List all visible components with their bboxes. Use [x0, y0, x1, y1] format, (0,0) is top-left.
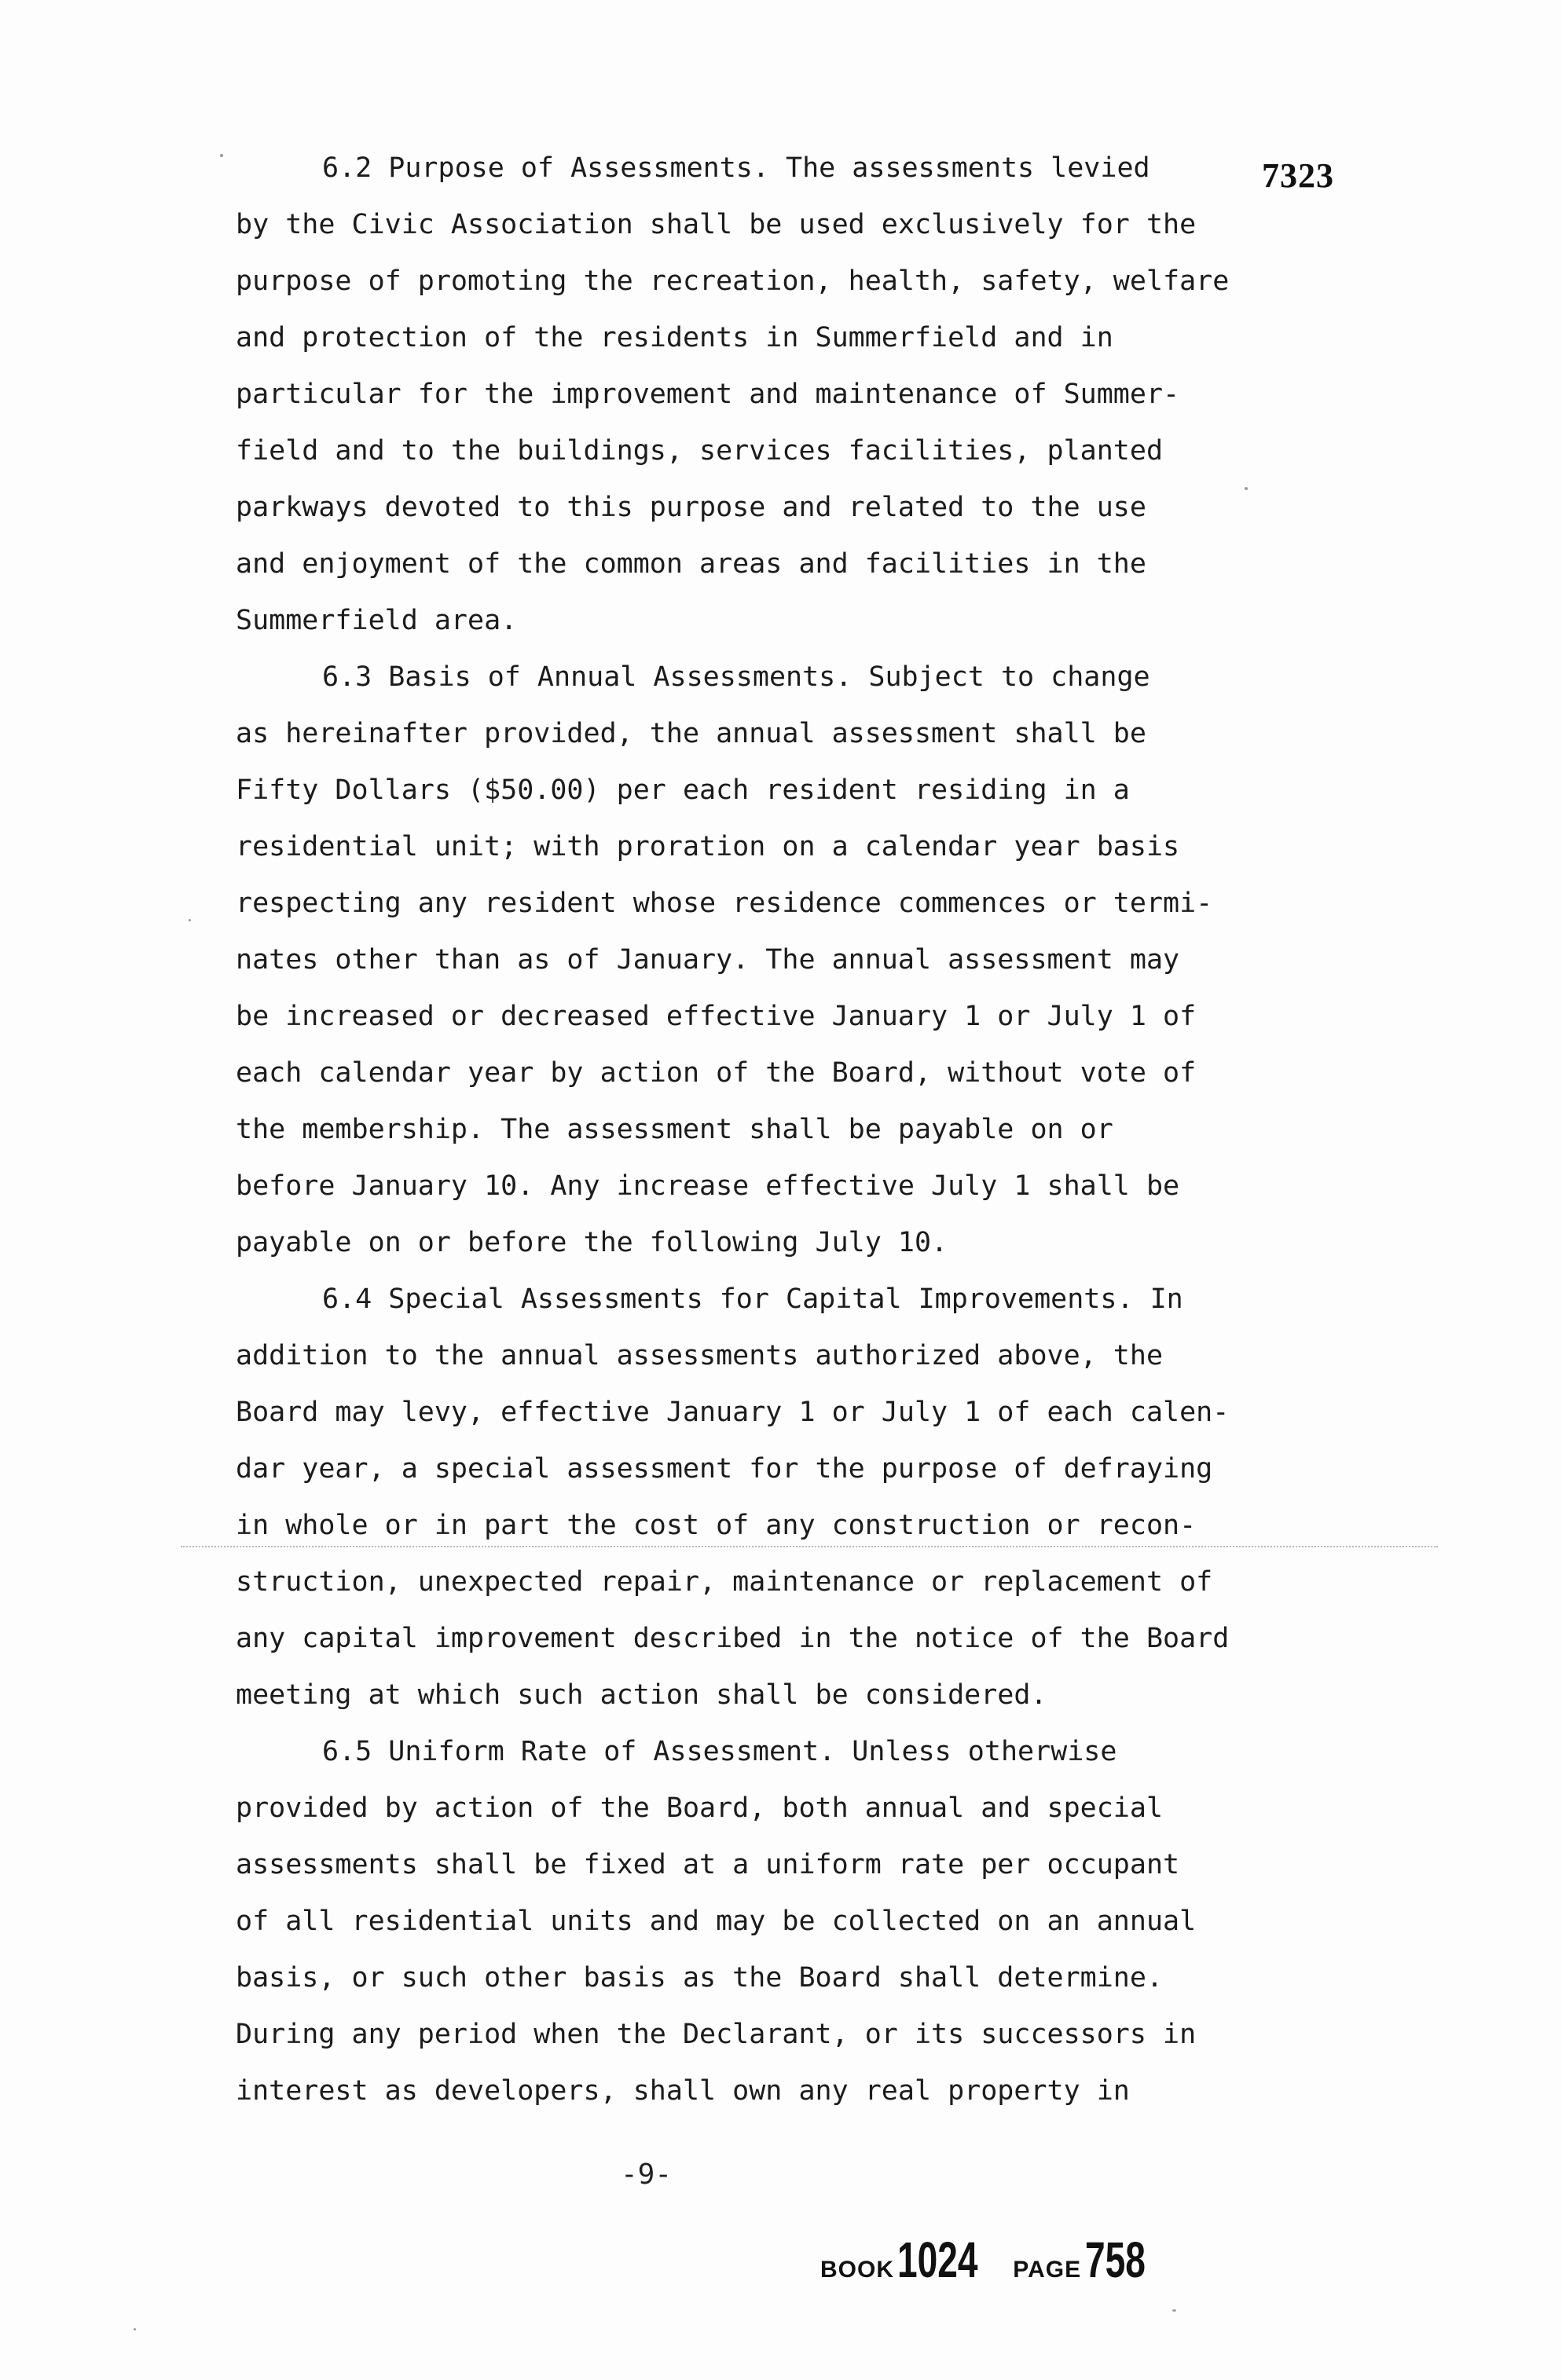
text-line: 6.5 Uniform Rate of Assessment. Unless otherwise — [322, 1736, 1117, 1767]
text-line: Summerfield area. — [236, 605, 518, 636]
text-line: Fifty Dollars ($50.00) per each resident residing in a — [236, 774, 1130, 806]
text-line: be increased or decreased effective January 1 or July 1 of — [236, 1001, 1197, 1032]
text-line: struction, unexpected repair, maintenance or replacement of — [236, 1566, 1213, 1598]
book-number: 1024 — [897, 2232, 978, 2288]
scan-artifact-rule — [181, 1546, 1438, 1547]
text-line: and protection of the residents in Summerfield and in — [236, 322, 1113, 353]
document-number: 7323 — [1262, 156, 1334, 195]
text-line: and enjoyment of the common areas and facilities in the — [236, 548, 1146, 580]
text-line: field and to the buildings, services facilities, planted — [236, 435, 1164, 467]
text-line: respecting any resident whose residence commences or termi- — [236, 888, 1213, 919]
text-line: of all residential units and may be collected on an annual — [236, 1906, 1197, 1937]
scan-speck — [1245, 487, 1248, 490]
text-line: meeting at which such action shall be considered. — [236, 1679, 1047, 1711]
book-page-number: 758 — [1084, 2232, 1146, 2288]
text-line: before January 10. Any increase effective July 1 shall be — [236, 1170, 1180, 1202]
text-line: as hereinafter provided, the annual assessment shall be — [236, 718, 1146, 749]
scan-speck — [220, 154, 223, 157]
text-line: assessments shall be fixed at a uniform rate per occupant — [236, 1849, 1180, 1880]
text-line: provided by action of the Board, both annual and special — [236, 1792, 1164, 1824]
text-line: nates other than as of January. The annual assessment may — [236, 944, 1180, 976]
text-line: During any period when the Declarant, or its successors in — [236, 2019, 1197, 2050]
text-line: 6.2 Purpose of Assessments. The assessments levied — [322, 152, 1150, 184]
text-line: 6.4 Special Assessments for Capital Improvements. In — [322, 1283, 1183, 1315]
document-body — [236, 140, 1249, 2119]
text-line: particular for the improvement and maintenance of Summer- — [236, 379, 1180, 410]
scan-speck — [189, 919, 191, 921]
text-line: parkways devoted to this purpose and related to the use — [236, 492, 1146, 523]
text-line: in whole or in part the cost of any construction or recon- — [236, 1510, 1197, 1541]
scan-speck — [134, 2328, 136, 2331]
text-line: payable on or before the following July 10. — [236, 1227, 948, 1258]
text-line: Board may levy, effective January 1 or July 1 of each calen- — [236, 1397, 1230, 1428]
text-line: dar year, a special assessment for the purpose of defraying — [236, 1453, 1213, 1485]
text-line: addition to the annual assessments authorized above, the — [236, 1340, 1164, 1371]
text-line: basis, or such other basis as the Board shall determine. — [236, 1962, 1164, 1994]
text-line: 6.3 Basis of Annual Assessments. Subject to change — [322, 661, 1150, 693]
text-line: by the Civic Association shall be used exclusively for the — [236, 209, 1197, 240]
text-line: purpose of promoting the recreation, health, safety, welfare — [236, 265, 1230, 297]
book-label: BOOK — [820, 2257, 894, 2283]
text-line: each calendar year by action of the Board, without vote of — [236, 1057, 1197, 1089]
page-label: PAGE — [1013, 2257, 1082, 2283]
page-number: -9- — [621, 2158, 673, 2191]
text-line: the membership. The assessment shall be payable on or — [236, 1114, 1113, 1145]
text-line: interest as developers, shall own any real property in — [236, 2075, 1130, 2107]
book-page-reference — [820, 2231, 1168, 2289]
text-line: residential unit; with proration on a calendar year basis — [236, 831, 1180, 862]
text-line: any capital improvement described in the notice of the Board — [236, 1623, 1230, 1654]
scan-speck — [1172, 2309, 1176, 2312]
